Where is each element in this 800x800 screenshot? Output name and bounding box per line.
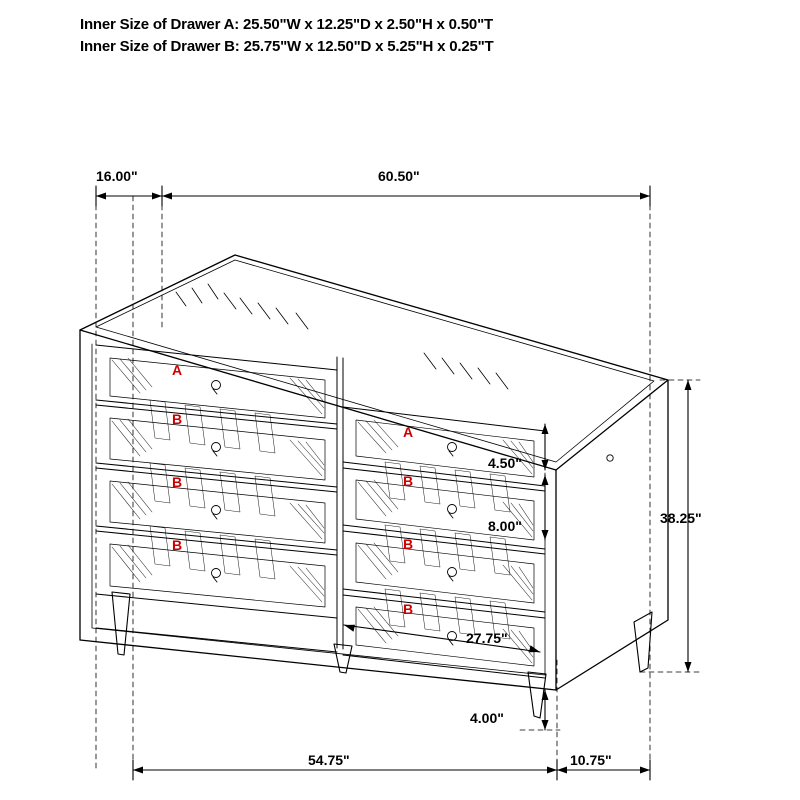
dim-16 — [96, 186, 162, 206]
drawer-label-b-left-1: B — [172, 411, 183, 427]
header-line-drawer-a: Inner Size of Drawer A: 25.50"W x 12.25"D x 2.50"H x 0.50"T — [80, 16, 493, 33]
drawer-panels — [110, 358, 534, 666]
header-note — [80, 14, 494, 58]
dim-6050 — [162, 186, 650, 206]
drawer-label-a-right: A — [403, 424, 414, 440]
dim-label-2775: 27.75" — [466, 630, 508, 646]
drawer-label-b-left-3: B — [172, 537, 183, 553]
dim-label-16: 16.00" — [96, 168, 138, 184]
drawer-label-b-right-1: B — [403, 473, 414, 489]
mirror-facet-pattern — [112, 358, 533, 663]
drawer-label-a-left: A — [172, 362, 183, 378]
dim-label-3825: 38.25" — [660, 510, 702, 526]
dim-label-400: 4.00" — [470, 710, 504, 726]
legs — [112, 592, 652, 718]
dim-label-450: 4.50" — [488, 455, 522, 471]
extension-lines — [96, 196, 688, 770]
dim-3825 — [640, 380, 700, 672]
dim-label-5475: 54.75" — [308, 752, 350, 768]
header-line-drawer-b: Inner Size of Drawer B: 25.75"W x 12.50"D x 5.25"H x 0.25"T — [80, 38, 494, 55]
dresser-outline — [80, 255, 668, 690]
drawer-label-b-left-2: B — [172, 474, 183, 490]
dim-400 — [520, 690, 560, 730]
drawer-grid — [96, 345, 545, 678]
drawer-label-b-right-3: B — [403, 601, 414, 617]
dim-label-1075: 10.75" — [570, 752, 612, 768]
dim-2775 — [344, 625, 540, 653]
dim-label-800: 8.00" — [488, 518, 522, 534]
dim-label-6050: 60.50" — [378, 168, 420, 184]
drawer-label-b-right-2: B — [403, 536, 414, 552]
